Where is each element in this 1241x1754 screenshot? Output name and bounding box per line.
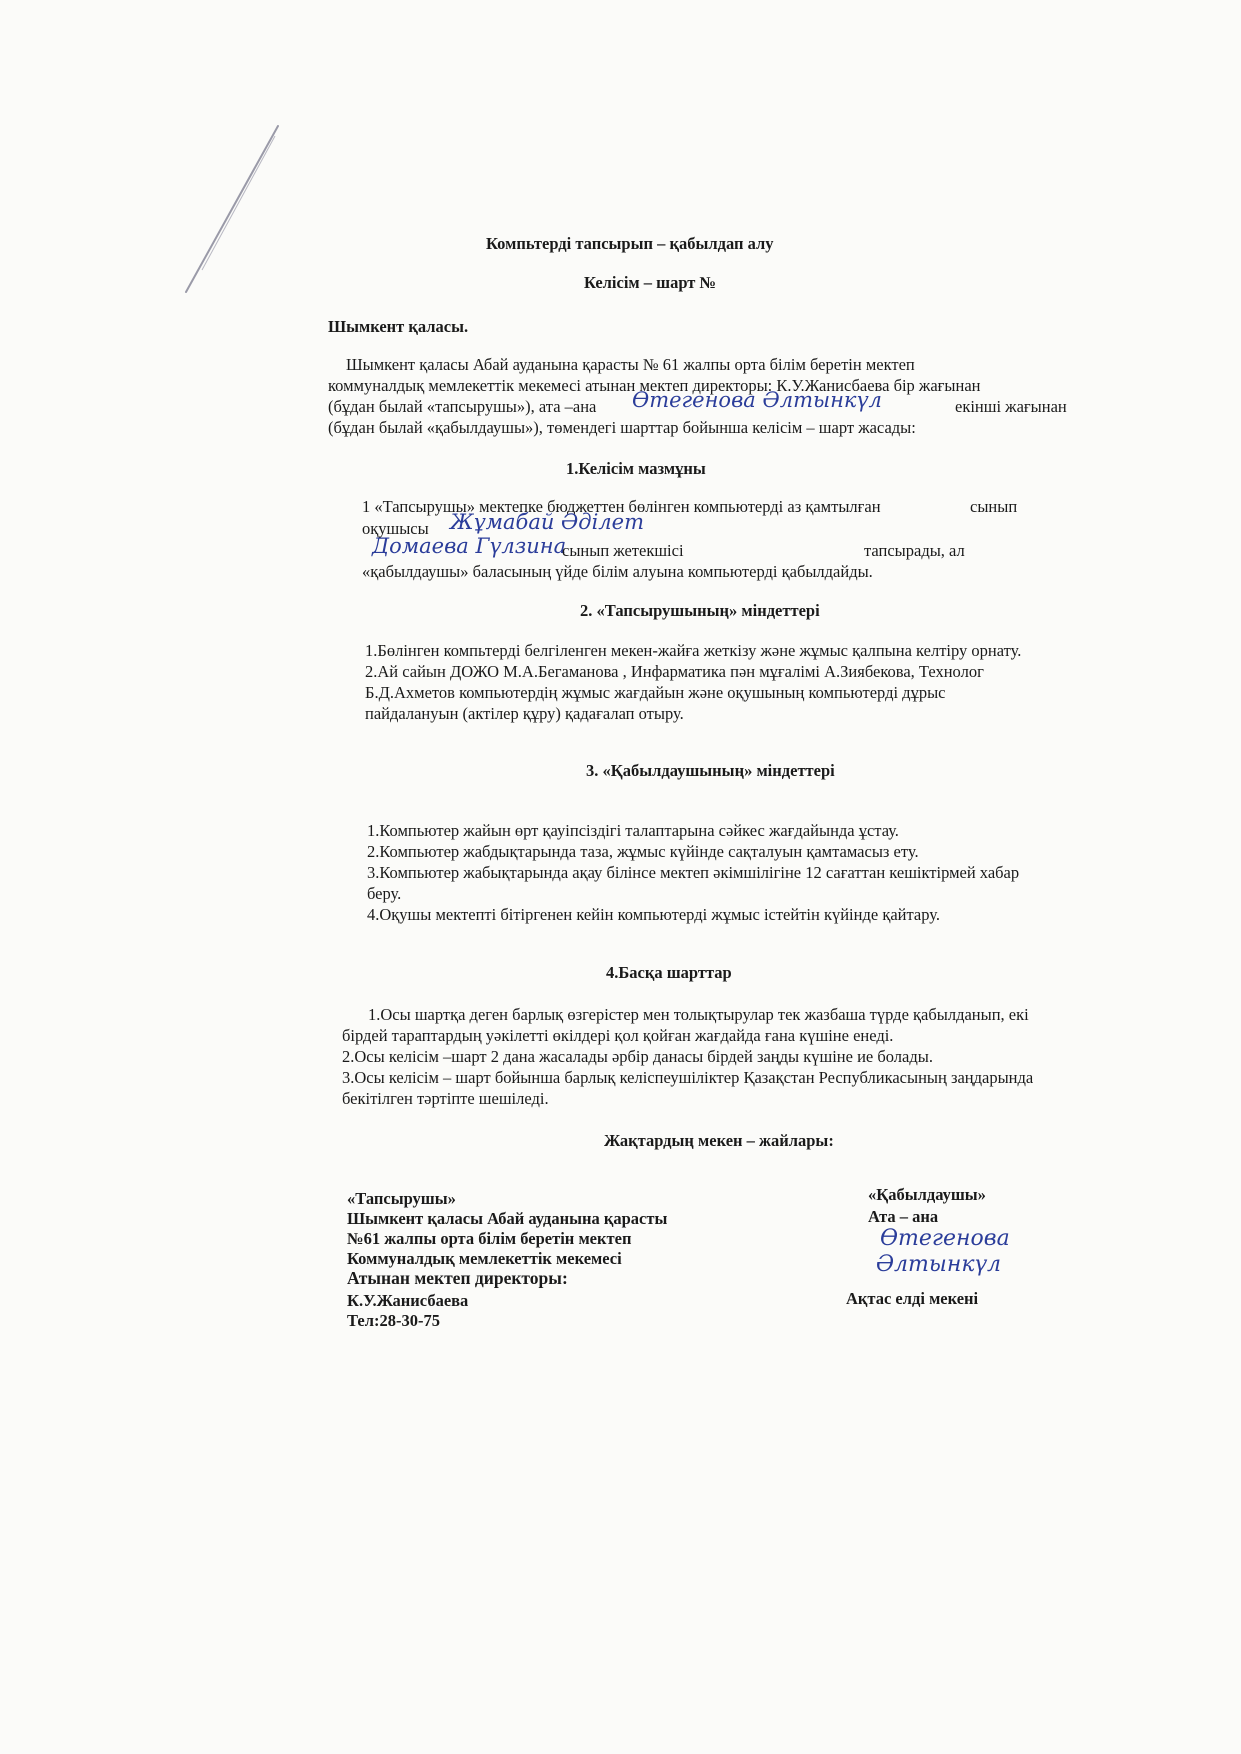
section4-heading: 4.Басқа шарттар <box>606 963 732 982</box>
section1-heading: 1.Келісім мазмұны <box>566 459 706 478</box>
section2-line-4: пайдалануын (актілер құру) қадағалап отыру. <box>365 704 684 723</box>
parent-signature-line-1: Өтегенова <box>880 1226 1010 1251</box>
section4-line-3: 2.Осы келісім –шарт 2 дана жасалады әрбір данасы бірдей заңды күшіне ие болады. <box>342 1047 933 1066</box>
document-title: Компьтерді тапсырып – қабылдап алу <box>486 234 774 253</box>
addresses-heading: Жақтардың мекен – жайлары: <box>604 1131 834 1150</box>
section2-line-1: 1.Бөлінген компьтерді белгіленген мекен-жайға жеткізу және жұмыс қалпына келтіру орнату. <box>365 641 1022 660</box>
intro-line-3a: (бұдан былай «тапсырушы»), ата –ана <box>328 397 597 416</box>
section3-line-1: 1.Компьютер жайын өрт қауіпсіздігі талаптарына сәйкес жағдайында ұстау. <box>367 821 899 840</box>
left-party-line-3: №61 жалпы орта білім беретін мектеп <box>347 1229 632 1248</box>
right-party-place: Ақтас елді мекені <box>846 1289 979 1308</box>
teacher-name-handwritten: Домаева Гүлзина <box>372 534 567 558</box>
intro-line-4: (бұдан былай «қабылдаушы»), төмендегі шарттар бойынша келісім – шарт жасады: <box>328 418 916 437</box>
section4-line-5: бекітілген тәртіпте шешіледі. <box>342 1089 549 1108</box>
student-name-handwritten: Жұмабай Әділет <box>450 510 645 534</box>
section3-line-2: 2.Компьютер жабдықтарында таза, жұмыс күйінде сақталуын қамтамасыз ету. <box>367 842 919 861</box>
section2-line-3: Б.Д.Ахметов компьютердің жұмыс жағдайын және оқушының компьютерді дұрыс <box>365 683 946 702</box>
section1-line-1b: сынып <box>970 497 1018 516</box>
section2-line-2: 2.Ай сайын ДОЖО М.А.Бегаманова , Инфарматика пән мұғалімі А.Зиябекова, Технолог <box>365 662 984 681</box>
section4-line-1: 1.Осы шартқа деген барлық өзгерістер мен толықтырулар тек жазбаша түрде қабылданып, екі <box>368 1005 1029 1024</box>
document-subtitle: Келісім – шарт № <box>584 273 717 292</box>
left-party-line-6: К.У.Жанисбаева <box>347 1291 469 1310</box>
section4-line-2: бірдей тараптардың уәкілетті өкілдері қол қойған жағдайда ғана күшіне енеді. <box>342 1026 894 1045</box>
pencil-stroke <box>180 120 300 300</box>
section3-line-3: 3.Компьютер жабықтарында ақау білінсе мектеп әкімшілігіне 12 сағаттан кешіктірмей хабар <box>367 863 1020 882</box>
intro-line-1: Шымкент қаласы Абай ауданына қарасты № 61 жалпы орта білім беретін мектеп <box>346 355 915 374</box>
left-party-line-5: Атынан мектеп директоры: <box>347 1268 568 1288</box>
left-party-line-4: Коммуналдық мемлекеттік мекемесі <box>347 1249 622 1268</box>
city-line: Шымкент қаласы. <box>328 317 469 336</box>
section3-heading: 3. «Қабылдаушының» міндеттері <box>586 761 835 780</box>
section3-line-5: 4.Оқушы мектепті бітіргенен кейін компьютерді жұмыс істейтін күйінде қайтару. <box>367 905 940 924</box>
left-party-line-7: Тел:28-30-75 <box>347 1311 440 1330</box>
section1-line-3b: тапсырады, ал <box>864 541 965 560</box>
right-party-role: Ата – ана <box>868 1207 939 1226</box>
section1-line-1a: 1 «Тапсырушы» мектепке бюджеттен бөлінген компьютерді аз қамтылған <box>362 497 881 516</box>
left-party-line-2: Шымкент қаласы Абай ауданына қарасты <box>347 1209 668 1228</box>
section1-line-2a: оқушысы <box>362 519 429 538</box>
intro-line-3b: екінші жағынан <box>955 397 1067 416</box>
right-party-title: «Қабылдаушы» <box>868 1185 986 1204</box>
parent-name-handwritten: Өтегенова Әлтынкүл <box>632 388 882 412</box>
section4-line-4: 3.Осы келісім – шарт бойынша барлық келіспеушіліктер Қазақстан Республикасының заңдарында <box>342 1068 1034 1087</box>
section1-line-4: «қабылдаушы» баласының үйде білім алуына компьютерді қабылдайды. <box>362 562 873 581</box>
section2-heading: 2. «Тапсырушының» міндеттері <box>580 601 820 620</box>
section1-line-3a: сынып жетекшісі <box>562 541 684 560</box>
section3-line-4: беру. <box>367 884 402 903</box>
intro-line-2: коммуналдық мемлекеттік мекемесі атынан мектеп директоры: К.У.Жанисбаева бір жағынан <box>328 376 981 395</box>
left-party-line-1: «Тапсырушы» <box>347 1189 456 1208</box>
parent-signature-line-2: Әлтынкүл <box>876 1252 1002 1277</box>
